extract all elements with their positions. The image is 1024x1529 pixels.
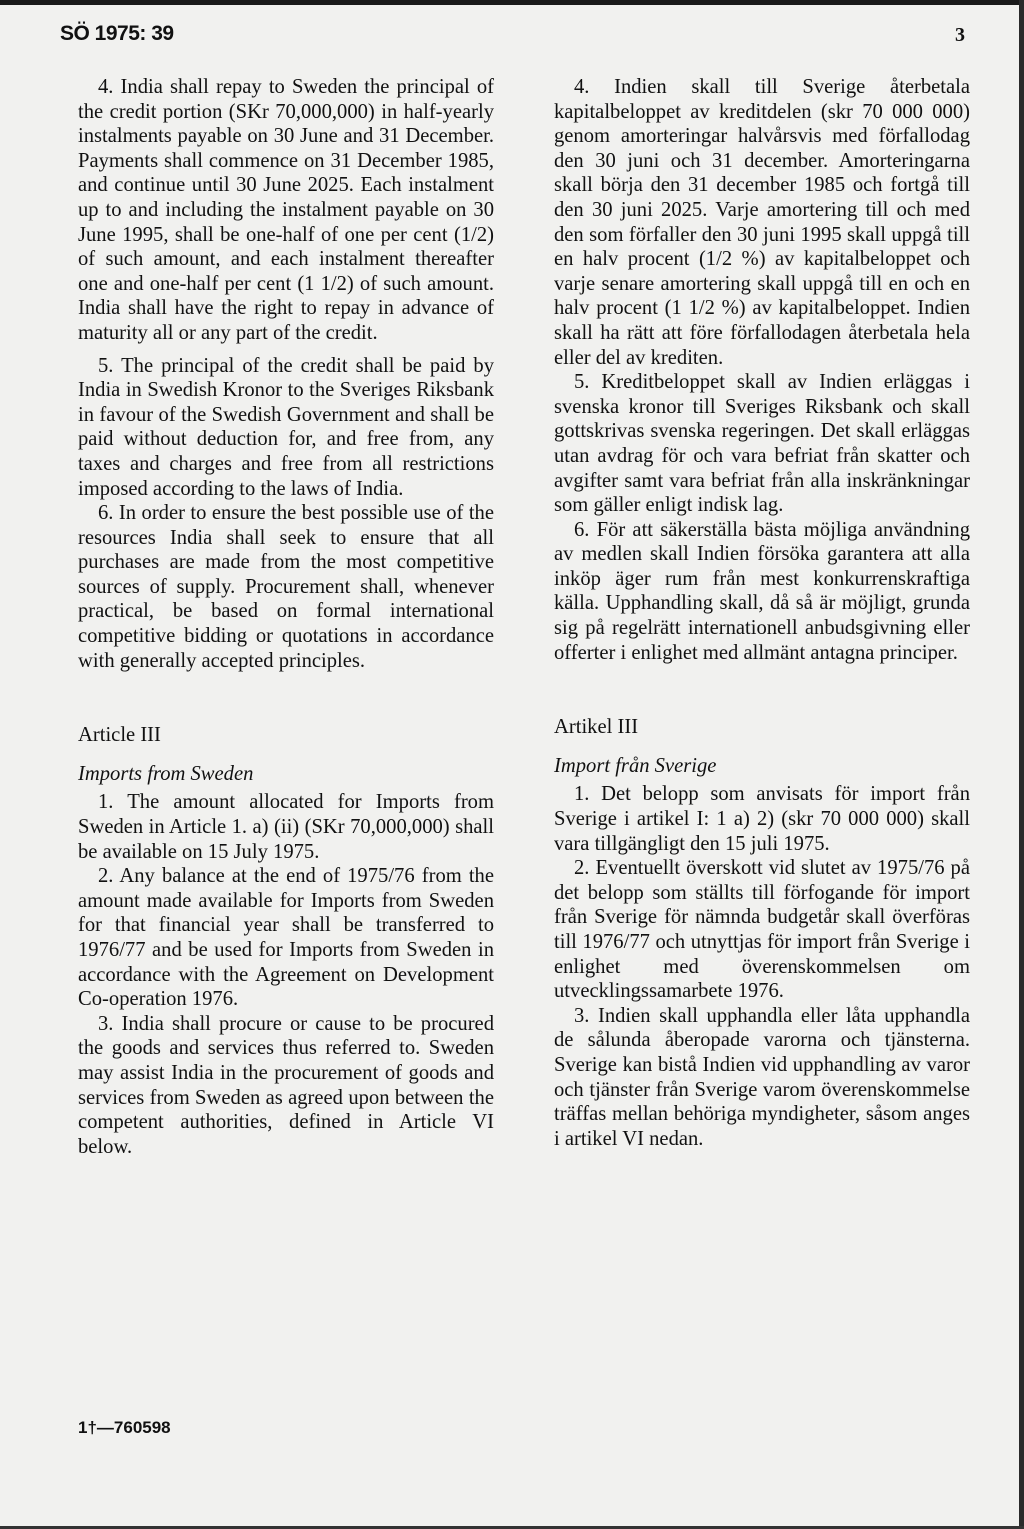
- scan-edge-right: [1019, 0, 1024, 1529]
- english-article-paragraph-3: 3. India shall procure or cause to be procured the goods and services thus referred to. Sweden may assist India in the procurement of goods and services from Sweden as agreed upon between the competent authorities, defined in Article VI below.: [78, 1012, 494, 1158]
- print-code: 1†—760598: [78, 1418, 171, 1437]
- english-column: [78, 75, 494, 1159]
- swedish-paragraph-5: 5. Kreditbeloppet skall av Indien erläggas i svenska kronor till Sveriges Riksbank och skall gottskrivas svenska regeringen. Det skall erläggas utan avdrag för och vara befriat från skatter och avgifter samt vara befriat från alla inskränkningar som gäller enligt indisk lag.: [554, 371, 970, 517]
- english-paragraph-4: 4. India shall repay to Sweden the principal of the credit portion (SKr 70,000,000) in half-yearly instalments payable on 30 June and 31 December. Payments shall commence on 31 December 1985, and continue until 30 June 2025. Each instalment up to and including the instalment payable on 30 June 1995, shall be one-half of one per cent (1/2) of such amount, and each instalment thereafter one and one-half per cent (1 1/2) of such amount. India shall have the right to repay in advance of maturity all or any part of the credit.: [78, 76, 494, 344]
- swedish-article-paragraph-1: 1. Det belopp som anvisats för import från Sverige i artikel I: 1 a) 2) (skr 70 000 000) skall vara tillgängligt den 15 juli 1975.: [554, 783, 970, 855]
- english-paragraph-6: 6. In order to ensure the best possible use of the resources India shall seek to ensure that all purchases are made from the most competitive sources of supply. Procurement shall, whenever practical, be based on formal international competitive bidding or quotations in accordance with generally accepted principles.: [78, 502, 494, 672]
- swedish-article-paragraph-3: 3. Indien skall upphandla eller låta upphandla de sålunda åberopade varorna och tjänsterna. Sverige kan bistå Indien vid upphandling av varor och tjänster från Sverige varom överenskommelse träffas mellan behöriga myndigheter, såsom anges i artikel VI nedan.: [554, 1004, 970, 1150]
- scan-edge-top: [0, 0, 1024, 5]
- swedish-paragraph-6: 6. För att säkerställa bästa möjliga användning av medlen skall Indien försöka garantera att alla inköp äger rum från mest konkurrenskraftiga källa. Upphandling skall, då så är möjligt, grunda sig på regelrätt internationell anbudsgivning eller offerter i enlighet med allmänt antagna principer.: [554, 518, 970, 664]
- english-article-title: Article III: [78, 724, 161, 747]
- english-article-paragraph-2: 2. Any balance at the end of 1975/76 from the amount made available for Imports from Sweden for that financial year shall be transferred to 1976/77 and be used for Imports from Sweden in accordance with the Agreement on Development Co-operation 1976.: [78, 865, 494, 1011]
- english-article-paragraph-1: 1. The amount allocated for Imports from Sweden in Article 1. a) (ii) (SKr 70,000,000) shall be available on 15 July 1975.: [78, 791, 494, 863]
- swedish-article-title: Artikel III: [554, 716, 639, 739]
- page-number: 3: [955, 24, 965, 46]
- swedish-article-subtitle: Import från Sverige: [554, 754, 717, 777]
- swedish-column: [554, 75, 970, 1151]
- page-header-reference: SÖ 1975: 39: [60, 22, 174, 45]
- swedish-article-paragraph-2: 2. Eventuellt överskott vid slutet av 1975/76 på det belopp som ställts till förfogande för import från Sverige för nämnda budgetår skall överföras till 1976/77 och utnyttjas för import från Sverige i enlighet med överenskommelsen om utvecklingssamarbete 1976.: [554, 857, 970, 1003]
- english-article-subtitle: Imports from Sweden: [78, 762, 254, 785]
- swedish-paragraph-4: 4. Indien skall till Sverige återbetala kapitalbeloppet av kreditdelen (skr 70 000 000) genom amorteringar halvårsvis med förfallodag den 30 juni och 31 december. Amorteringarna skall börja den 31 december 1985 och fortgå till den 30 juni 2025. Varje amortering till och med den som förfaller den 30 juni 1995 skall uppgå till en halv procent (1/2 %) av kapitalbeloppet och varje senare amortering skall uppgå till en och en halv procent (1 1/2 %) av kapitalbeloppet. Indien skall ha rätt att före förfallodagen återbetala hela eller del av krediten.: [554, 76, 970, 369]
- english-paragraph-5: 5. The principal of the credit shall be paid by India in Swedish Kronor to the Sveriges Riksbank in favour of the Swedish Government and shall be paid without deduction for, and free from, any taxes and charges and free from all restrictions imposed according to the laws of India.: [78, 354, 494, 500]
